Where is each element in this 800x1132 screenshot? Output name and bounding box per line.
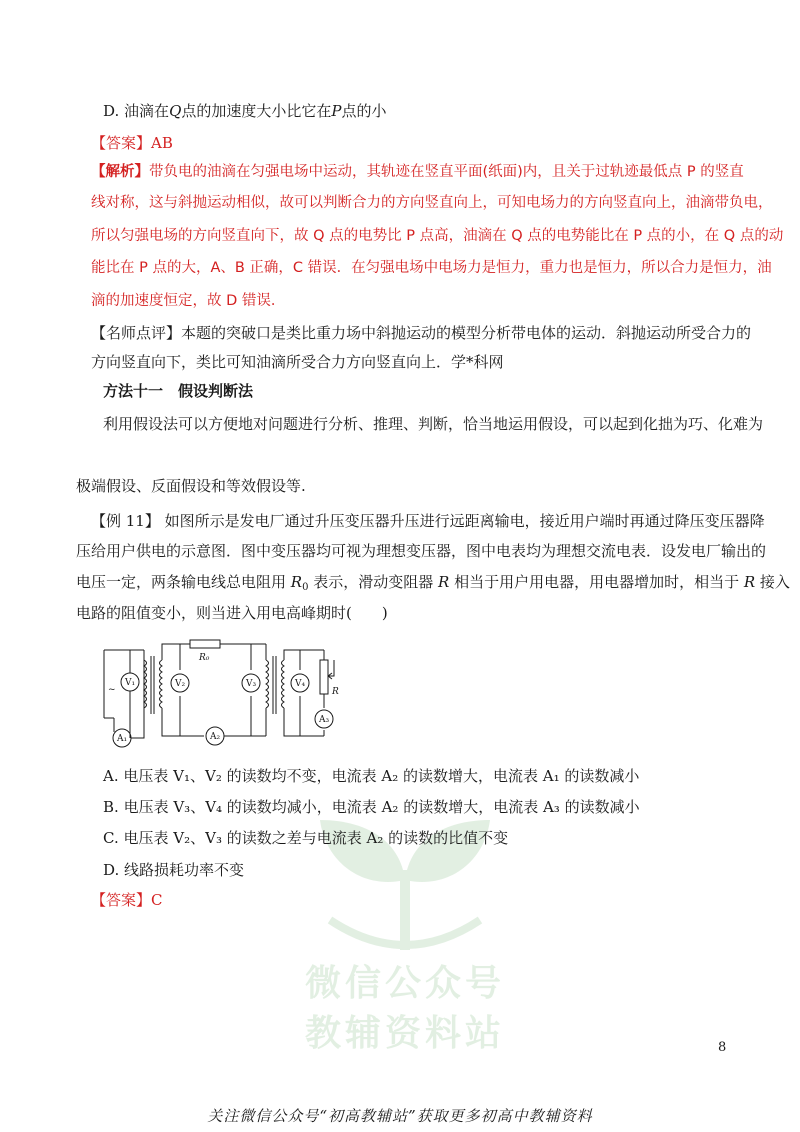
answer-1: [91, 133, 173, 153]
analysis-line-3: 所以匀强电场的方向竖直向下，故 Q 点的电势比 P 点高，油滴在 Q 点的电势能比在 P 点的小，在 Q 点的动: [91, 228, 784, 244]
answer-value: AB: [151, 134, 173, 152]
comment-tag: 【名师点评】: [91, 324, 182, 342]
var-r0-sub: 0: [302, 582, 309, 593]
analysis-line-1: [91, 162, 744, 182]
method-title: 方法十一 假设判断法: [103, 382, 254, 400]
watermark-text-2: 教辅资料站: [304, 1013, 505, 1054]
answer-tag: 【答案】: [91, 134, 152, 152]
label-a2: A₂: [210, 732, 221, 742]
circuit-diagram: [96, 636, 356, 752]
label-v1: V₁: [125, 678, 136, 688]
option-letter: D.: [103, 861, 120, 879]
ac-source-symbol: ~: [108, 685, 116, 695]
analysis-line-4: 能比在 P 点的大，A、B 正确，C 错误．在匀强电场中电场力是恒力，重力也是恒力，所以合力是恒力，油: [91, 260, 772, 276]
example-11-line-3: [76, 572, 790, 592]
teacher-comment-line-2: 方向竖直向下，类比可知油滴所受合力方向竖直向上．学*科网: [91, 353, 504, 371]
var-q: Q: [169, 102, 182, 120]
option-letter: D.: [103, 102, 120, 120]
teacher-comment-line-1: [91, 323, 751, 343]
option-text: 电压表 V₁、V₂ 的读数均不变，电流表 A₂ 的读数增大，电流表 A₁ 的读数减小: [123, 767, 640, 785]
label-a1: A₁: [117, 734, 128, 744]
example-11-line-1: [91, 511, 765, 531]
example-tag: 【例 11】: [91, 512, 160, 530]
example-text: 表示，滑动变阻器: [308, 573, 438, 591]
option-text: 电压表 V₂、V₃ 的读数之差与电流表 A₂ 的读数的比值不变: [123, 829, 509, 847]
option-b: [103, 797, 640, 817]
page-number: 8: [718, 1040, 727, 1055]
example-text: 接入: [755, 573, 790, 591]
footer-text: 关注微信公众号“初高教辅站”获取更多初高中教辅资料: [207, 1107, 593, 1125]
leaf-logo-icon: [270, 800, 540, 960]
method-text-line-2: 极端假设、反面假设和等效假设等.: [76, 477, 306, 495]
option-text: 点的加速度大小比它在: [181, 102, 332, 120]
var-r: R: [743, 573, 756, 591]
prev-option-d: [103, 101, 387, 121]
label-v4: V₄: [295, 679, 306, 689]
example-11-line-4: 电路的阻值变小，则当进入用电高峰期时( ): [76, 604, 388, 622]
example-text: 如图所示是发电厂通过升压变压器升压进行远距离输电，接近用户端时再通过降压变压器降: [164, 512, 765, 530]
option-text: 点的小: [341, 102, 387, 120]
watermark-text-1: 微信公众号: [304, 963, 505, 1004]
method-text-line-1: 利用假设法可以方便地对问题进行分析、推理、判断，恰当地运用假设，可以起到化拙为巧、化难为: [103, 415, 764, 433]
analysis-line-2: 线对称，这与斜抛运动相似，故可以判断合力的方向竖直向上，可知电场力的方向竖直向上，油滴带负电，: [91, 195, 773, 211]
label-v3: V₃: [246, 679, 257, 689]
option-letter: A.: [103, 767, 119, 785]
option-letter: C.: [103, 829, 119, 847]
answer-2: [91, 890, 163, 910]
var-p: P: [331, 102, 342, 120]
option-text: 油滴在: [124, 102, 170, 120]
example-text: 电压一定，两条输电线总电阻用: [76, 573, 291, 591]
answer-tag: 【答案】: [91, 891, 152, 909]
label-r: R: [332, 687, 339, 697]
option-text: 线路损耗功率不变: [124, 861, 245, 879]
option-c: [103, 828, 508, 848]
label-r0: R₀: [199, 653, 210, 663]
option-letter: B.: [103, 798, 119, 816]
label-v2: V₂: [175, 679, 186, 689]
var-r: R: [438, 573, 450, 591]
analysis-text: 带负电的油滴在匀强电场中运动，其轨迹在竖直平面(纸面)内，且关于过轨迹最低点 P 的竖直: [149, 164, 744, 180]
var-r0: R: [290, 573, 303, 591]
answer-value: C: [151, 891, 163, 909]
analysis-tag: 【解析】: [91, 164, 149, 180]
example-text: 相当于用户用电器，用电器增加时，相当于: [449, 573, 744, 591]
analysis-line-5: 滴的加速度恒定，故 D 错误．: [91, 293, 286, 309]
option-d: [103, 860, 244, 880]
example-11-line-2: 压给用户供电的示意图．图中变压器均可视为理想变压器，图中电表均为理想交流电表．设发电厂输出的: [76, 542, 767, 560]
option-text: 电压表 V₃、V₄ 的读数均减小，电流表 A₂ 的读数增大，电流表 A₃ 的读数减小: [123, 798, 640, 816]
label-a3: A₃: [319, 715, 330, 725]
option-a: [103, 766, 639, 786]
comment-text: 本题的突破口是类比重力场中斜抛运动的模型分析带电体的运动．斜抛运动所受合力的: [181, 324, 752, 342]
